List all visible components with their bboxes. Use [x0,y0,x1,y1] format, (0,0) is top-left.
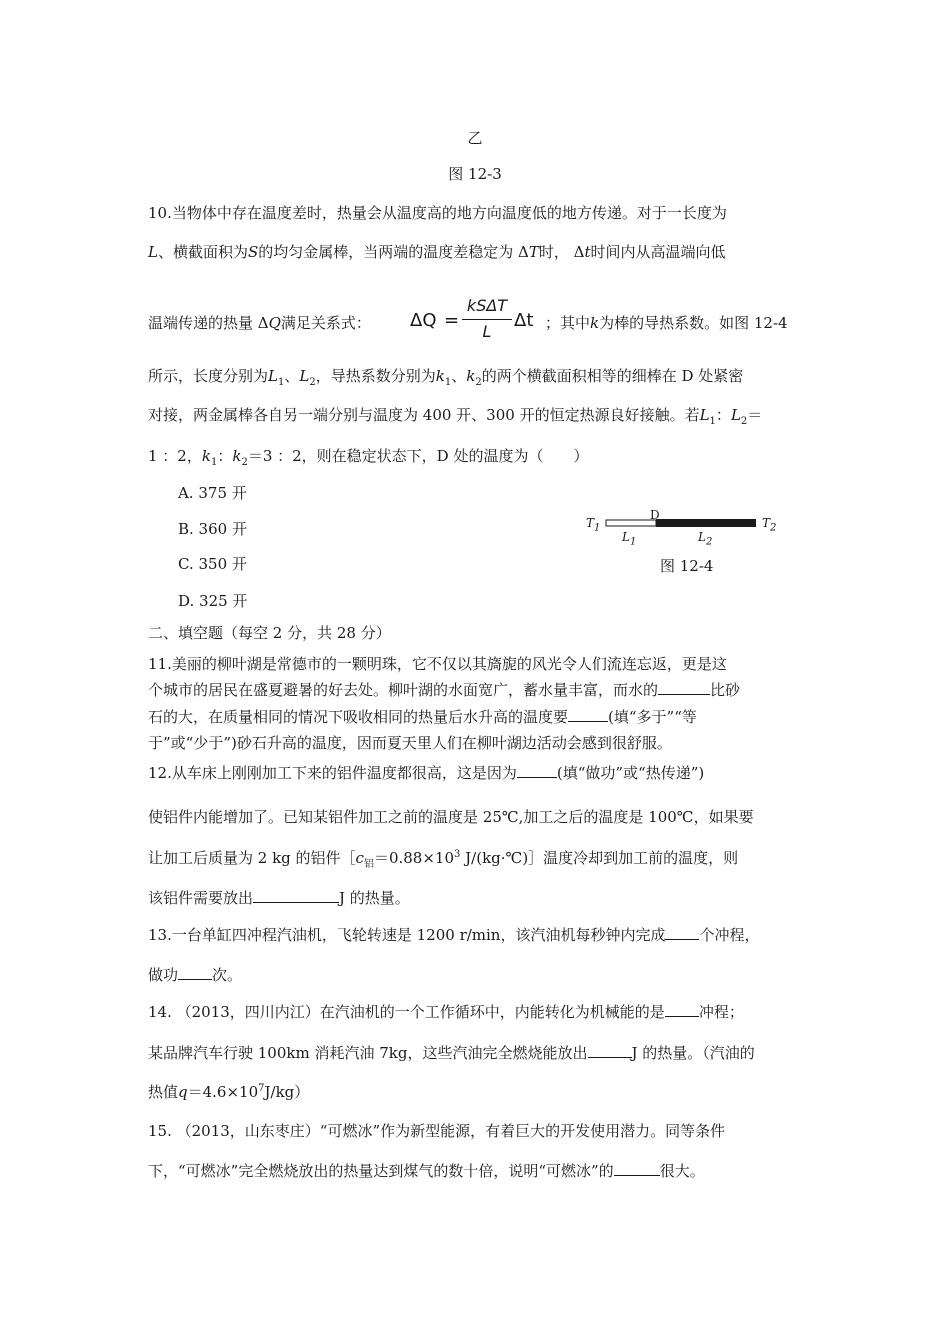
q13-blank-1[interactable] [665,925,699,940]
q15-blank-1[interactable] [614,1161,660,1176]
q13-line-1: 13.一台单缸四冲程汽油机，飞轮转速是 1200 r/min，该汽油机每秒钟内完成 个冲程， [148,926,760,944]
q14-blank-2[interactable] [588,1043,632,1058]
q11-line-1: 11.美丽的柳叶湖是常德市的一颗明珠，它不仅以其旖旎的风光令人们流连忘返，更是这 [148,655,727,673]
q10-line-6: 1 ：2，$k_1$：$k_2=3$ ：2，则在稳定状态下，D 处的温度为（ ） [148,447,589,468]
q11-blank-2[interactable] [568,707,608,722]
q11-blank-1[interactable] [658,680,710,695]
figure-label-yi: 乙 [467,129,483,147]
q11-line-3: 石的大，在质量相同的情况下吸收相同的热量后水升高的温度要 (填“多于”“等 [148,708,697,726]
rod-diagram [580,500,780,550]
heat-conduction-formula: ΔQ = kSΔT L Δt [410,296,534,341]
q10-line-5: 对接，两金属棒各自另一端分别与温度为 400 开、300 开的恒定热源良好接触。若$L_1$：$L_2=$ [148,406,763,427]
q10-option-a: A. 375 开 [178,484,247,502]
rod-2 [656,519,756,527]
q15-line-1: 15. （2013，山东枣庄）“可燃冰”作为新型能源，有着巨大的开发使用潜力。同等条件 [148,1122,726,1140]
q15-line-2: 下，“可燃冰”完全燃烧放出的热量达到煤气的数十倍，说明“可燃冰”的 很大。 [148,1162,705,1180]
q13-blank-2[interactable] [178,965,212,980]
q11-line-2: 个城市的居民在盛夏避暑的好去处。柳叶湖的水面宽广，蓄水量丰富，而水的 比砂 [148,681,741,699]
q14-line-2: 某品牌汽车行驶 100km 消耗汽油 7kg，这些汽油完全燃烧能放出 J 的热量。（汽油的 [148,1044,755,1062]
q12-blank-1[interactable] [517,763,557,778]
rod-label-t1: $T_1$ [586,516,601,534]
q14-blank-1[interactable] [665,1002,699,1017]
rod-label-d: D [650,508,660,522]
q10-line-3a: 温端传递的热量 ΔQ满足关系式： [148,314,371,332]
q10-option-c: C. 350 开 [178,555,247,573]
rod-label-l2: $L_2$ [698,530,713,548]
figure-caption-12-3: 图 12-3 [448,165,502,183]
figure-caption-12-4: 图 12-4 [660,557,714,575]
q14-line-1: 14. （2013，四川内江）在汽油机的一个工作循环中，内能转化为机械能的是 冲程； [148,1003,744,1021]
q12-line-2: 使铝件内能增加了。已知某铝件加工之前的温度是 25℃,加工之后的温度是 100℃，如果要 [148,808,754,826]
rod-label-t2: $T_2$ [762,516,777,534]
q12-line-1: 12.从车床上刚刚加工下来的铝件温度都很高，这是因为 (填“做功”或“热传递”) [148,764,705,782]
q12-blank-2[interactable] [253,888,339,903]
section-2-heading: 二、填空题（每空 2 分，共 28 分） [148,624,391,642]
rod-label-l1: $L_1$ [622,530,637,548]
q10-line-3b: ；其中k为棒的导热系数。如图 12-4 [545,314,788,332]
q10-line-2: L、横截面积为S的均匀金属棒，当两端的温度差稳定为 ΔT时， Δt时间内从高温端向低 [148,243,726,261]
q13-line-2: 做功 次。 [148,966,243,984]
q14-line-3: 热值$q=4.6\times 10^7J/kg$） [148,1083,310,1101]
q10-line-1: 10.当物体中存在温度差时，热量会从温度高的地方向温度低的地方传递。对于一长度为 [148,204,727,222]
q12-line-4: 该铝件需要放出 J 的热量。 [148,889,410,907]
rod-1 [606,520,656,526]
q10-option-b: B. 360 开 [178,520,247,538]
q12-line-3: 让加工后质量为 2 kg 的铝件$[c_铝=0.88\times 10^3$ J/(kg·℃)］温度冷却到加工前的温度，则 [148,849,739,870]
q11-line-4: 于”或“少于”)砂石升高的温度，因而夏天里人们在柳叶湖边活动会感到很舒服。 [148,734,672,752]
q10-option-d: D. 325 开 [178,592,248,610]
q10-line-4: 所示，长度分别为$L_1$、$L_2$，导热系数分别为$k_1$、$k_2$的两个横截面积相等的细棒在 D 处紧密 [148,367,744,388]
